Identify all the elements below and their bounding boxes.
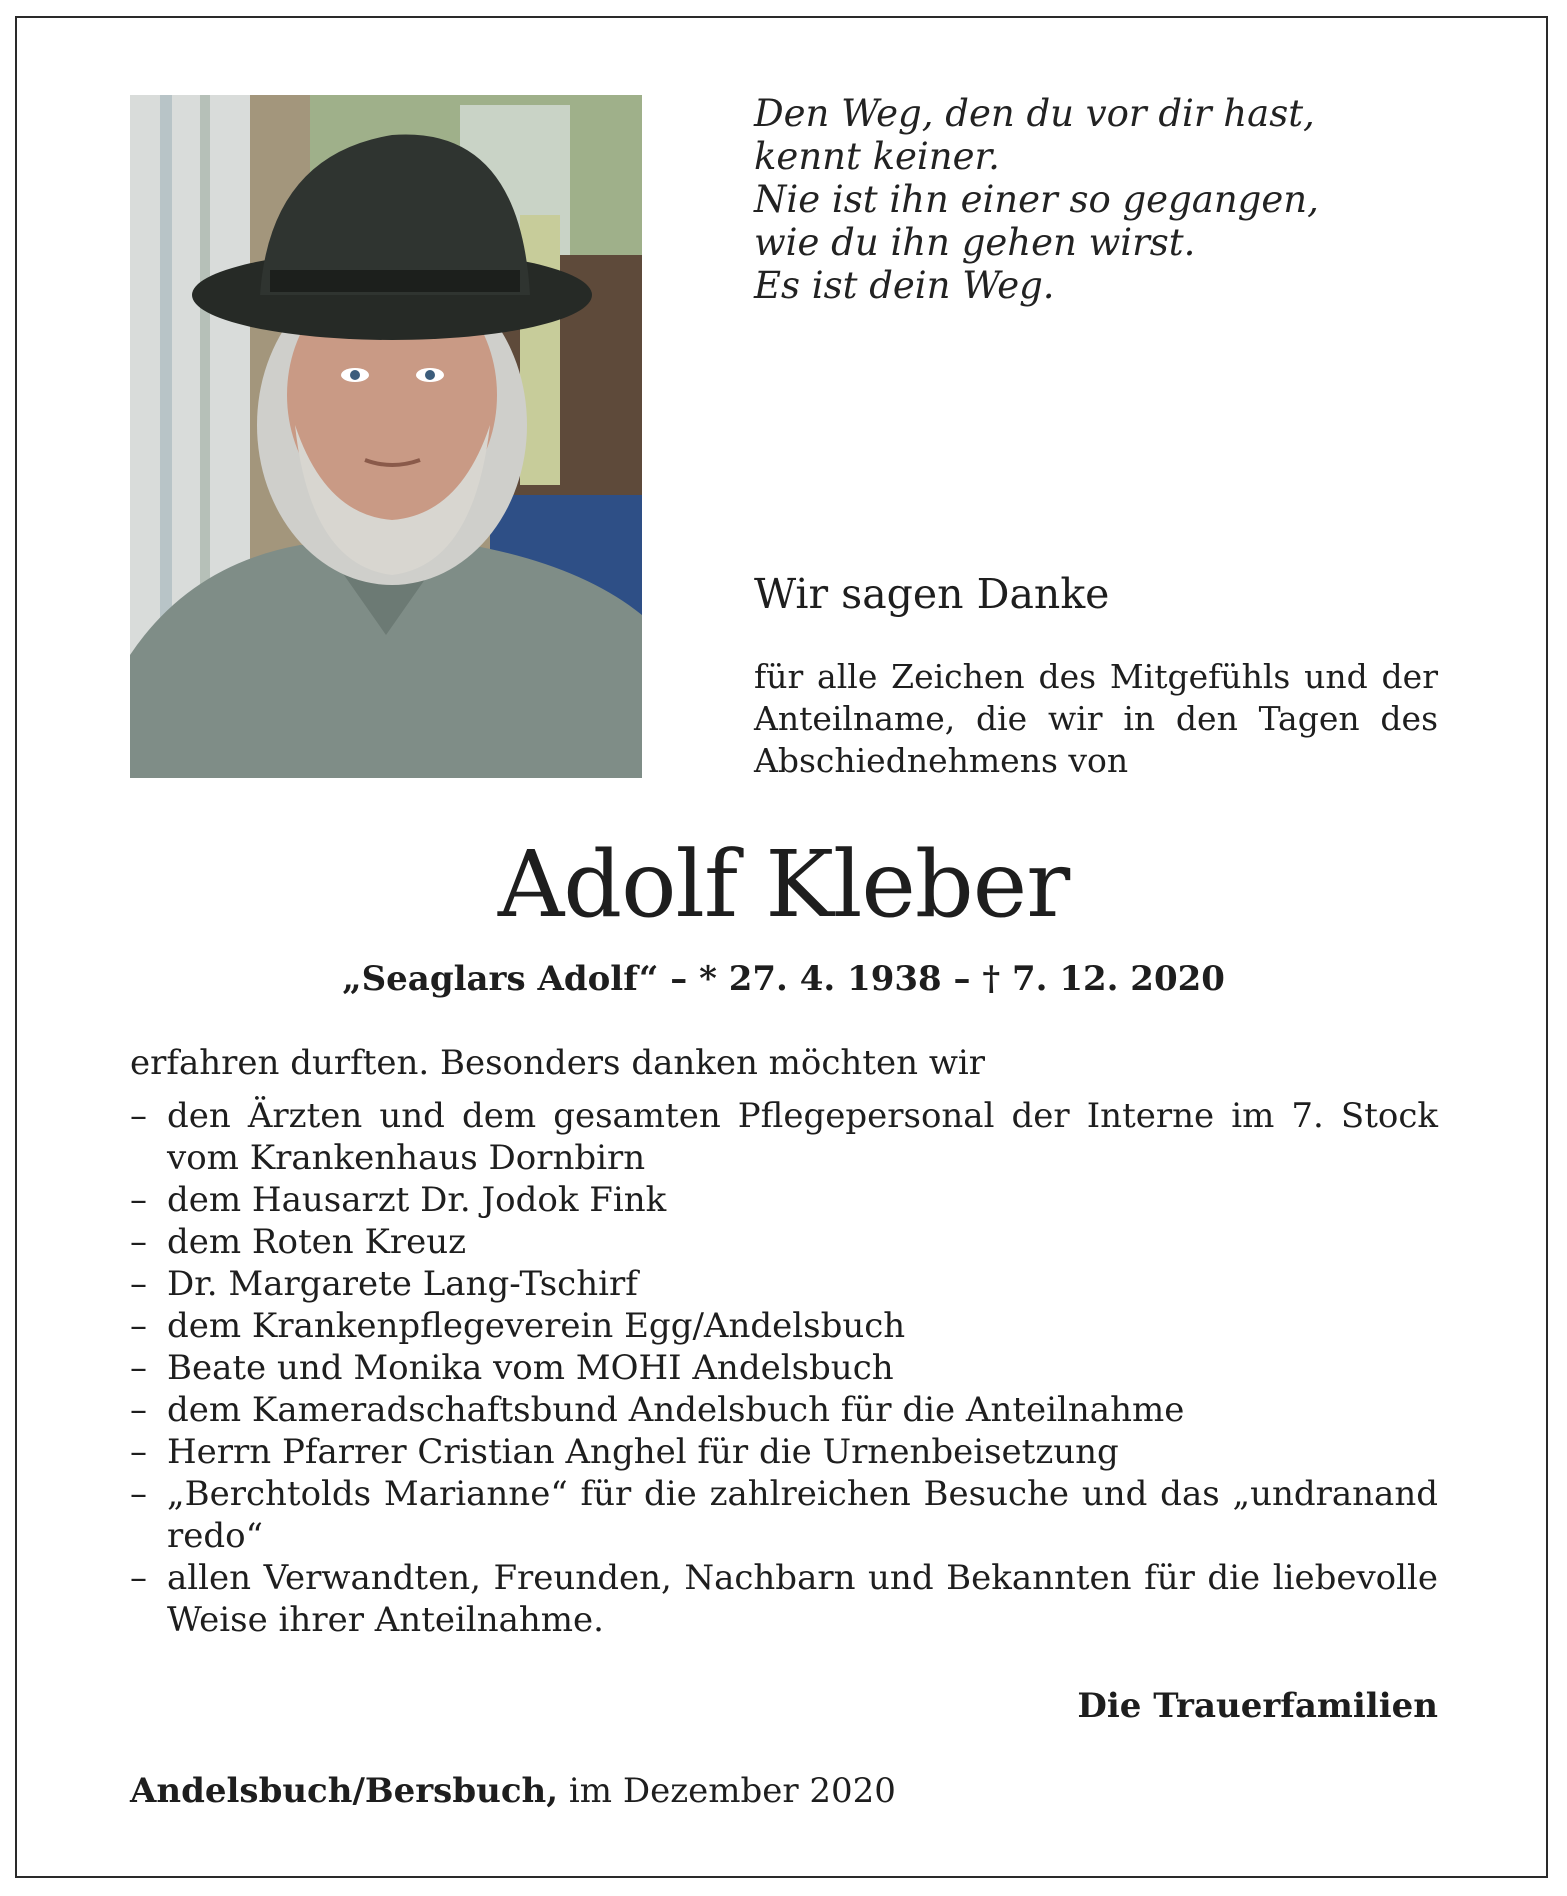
thanks-body: für alle Zeichen des Mitgefühls und der Anteilname, die wir in den Tagen des Abschiednehmens von (754, 657, 1438, 780)
list-item-text: Herrn Pfarrer Cristian Anghel für die Urnenbeisetzung (167, 1432, 1119, 1472)
list-item (130, 1557, 1438, 1641)
list-item-text: dem Krankenpflegeverein Egg/Andelsbuch (167, 1306, 906, 1346)
list-dash: – (130, 1348, 147, 1388)
list-item-text: Dr. Margarete Lang-Tschirf (167, 1264, 638, 1304)
portrait-photo-icon (130, 95, 642, 778)
list-dash: – (130, 1180, 147, 1220)
footer-date: im Dezember 2020 (568, 1771, 896, 1811)
list-item-text: dem Roten Kreuz (167, 1222, 467, 1262)
signature: Die Trauerfamilien (1077, 1686, 1438, 1726)
poem-line: kennt keiner. (754, 135, 1000, 178)
thanks-heading: Wir sagen Danke (754, 570, 1110, 618)
list-item (130, 1431, 1438, 1473)
list-item (130, 1095, 1438, 1179)
poem-line: Nie ist ihn einer so gegangen, (754, 178, 1319, 221)
list-item (130, 1221, 1438, 1263)
list-item-text: dem Kameradschaftsbund Andelsbuch für die Anteilnahme (167, 1390, 1185, 1430)
list-item-text: „Berchtolds Marianne“ für die zahlreichen Besuche und das „undranand redo“ (167, 1474, 1438, 1556)
poem-line: Es ist dein Weg. (754, 264, 1055, 307)
list-item (130, 1179, 1438, 1221)
list-item (130, 1305, 1438, 1347)
list-dash: – (130, 1096, 147, 1136)
list-item-text: Beate und Monika vom MOHI Andelsbuch (167, 1348, 894, 1388)
poem-line: Den Weg, den du vor dir hast, (754, 92, 1315, 135)
list-dash: – (130, 1432, 147, 1472)
list-item (130, 1473, 1438, 1557)
deceased-subtitle: „Seaglars Adolf“ – * 27. 4. 1938 – † 7. 12. 2020 (342, 959, 1225, 999)
list-dash: – (130, 1306, 147, 1346)
list-item (130, 1263, 1438, 1305)
list-item (130, 1389, 1438, 1431)
thanks-list (130, 1095, 1438, 1641)
poem (754, 92, 1454, 307)
footer (130, 1769, 896, 1813)
list-dash: – (130, 1558, 147, 1598)
list-item-text: dem Hausarzt Dr. Jodok Fink (167, 1180, 667, 1220)
intro-text: erfahren durften. Besonders danken möchten wir (130, 1043, 986, 1083)
poem-line: wie du ihn gehen wirst. (754, 221, 1196, 264)
portrait-photo (130, 95, 642, 778)
list-dash: – (130, 1474, 147, 1514)
list-dash: – (130, 1222, 147, 1262)
list-dash: – (130, 1390, 147, 1430)
list-item-text: den Ärzten und dem gesamten Pflegepersonal der Interne im 7. Stock vom Krankenhaus Dornbirn (167, 1096, 1438, 1178)
footer-place: Andelsbuch/Bersbuch, (130, 1771, 559, 1811)
list-dash: – (130, 1264, 147, 1304)
deceased-name: Adolf Kleber (497, 831, 1070, 938)
list-item-text: allen Verwandten, Freunden, Nachbarn und Bekannten für die liebevolle Weise ihrer Anteilnahme. (167, 1558, 1438, 1640)
list-item (130, 1347, 1438, 1389)
